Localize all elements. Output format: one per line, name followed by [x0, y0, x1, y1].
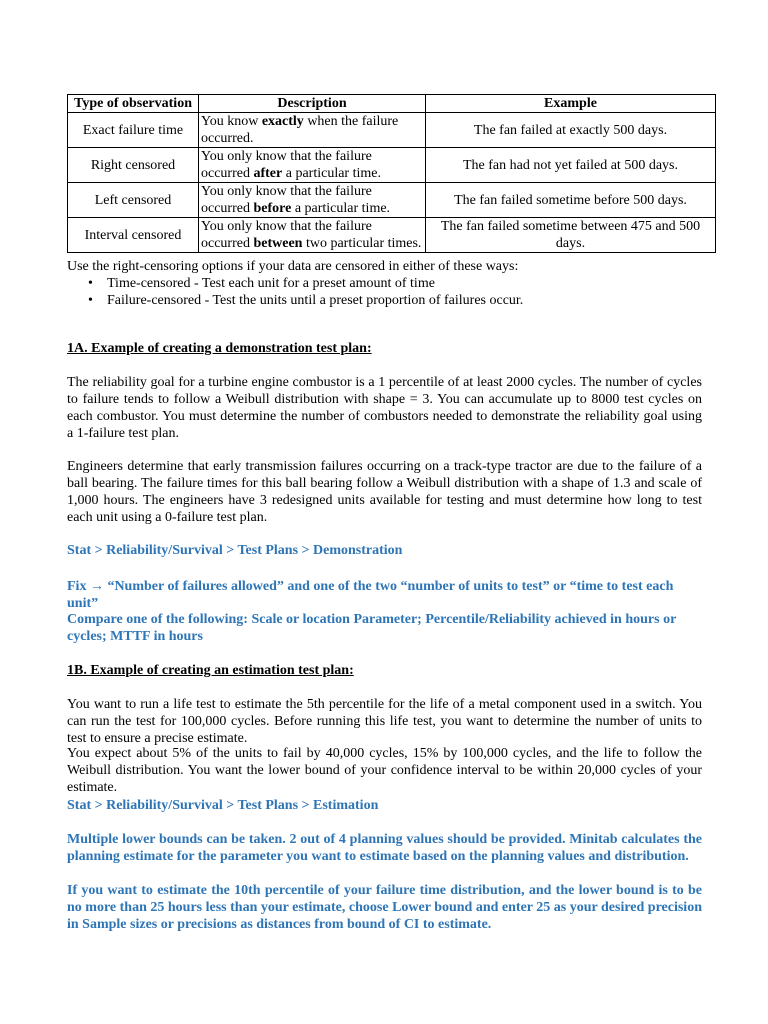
cell-type: Exact failure time [68, 113, 199, 148]
paragraph-1b-switch: You want to run a life test to estimate the 5th percentile for the life of a metal component used in a switch. You can run the test for 100,000 cycles. Before running this life test, you want to determine the number of units to test to ensure a precise estimate. [67, 697, 702, 746]
intro-text: Use the right-censoring options if your data are censored in either of these ways: [67, 259, 519, 274]
cell-example: The fan failed sometime before 500 days. [426, 183, 716, 218]
list-item: • Failure-censored - Test the units until a preset proportion of failures occur. [88, 293, 524, 308]
table-row [68, 148, 716, 183]
cell-example: The fan failed sometime between 475 and 500 days. [426, 218, 716, 253]
bullet-icon: • [88, 293, 93, 308]
lower-bounds-note: Multiple lower bounds can be taken. 2 out of 4 planning values should be provided. Minitab calculates the planning estimate for the parameter you want to estimate based on the planning values and distribution. [67, 832, 702, 864]
table-row [68, 183, 716, 218]
censoring-list [67, 275, 702, 309]
observation-table [67, 94, 716, 253]
cell-example: The fan had not yet failed at 500 days. [426, 148, 716, 183]
cell-description: You know exactly when the failure occurred. [199, 113, 426, 148]
header-example: Example [426, 95, 716, 113]
cell-description: You only know that the failure occurred after a particular time. [199, 148, 426, 183]
table-row [68, 218, 716, 253]
cell-example: The fan failed at exactly 500 days. [426, 113, 716, 148]
percentile-note: If you want to estimate the 10th percentile of your failure time distribution, and the lower bound is to be no more than 25 hours less than your estimate, choose Lower bound and enter 25 as your desired precision in Sample sizes or precisions as distances from bound of CI to estimate. [67, 883, 702, 932]
paragraph-1a-combustor: The reliability goal for a turbine engine combustor is a 1 percentile of at least 2000 cycles. The number of cycles to failure tends to follow a Weibull distribution with shape = 3. You can accumulate up to 8000 test cycles on each combustor. You must determine the number of combustors needed to demonstrate the reliability goal using a 1-failure test plan. [67, 375, 702, 441]
compare-instruction: Compare one of the following: Scale or location Parameter; Percentile/Reliability achieved in hours or cycles; MTTF in hours [67, 612, 677, 644]
header-type: Type of observation [68, 95, 199, 113]
paragraph-1b-weibull: You expect about 5% of the units to fail by 40,000 cycles, 15% by 100,000 cycles, and the life to follow the Weibull distribution. You want the lower bound of your confidence interval to be within 20,000 cycles of your estimate. [67, 746, 702, 795]
fix-instruction: Fix → “Number of failures allowed” and one of the two “number of units to test” or “time to test each unit” [67, 579, 674, 611]
header-description: Description [199, 95, 426, 113]
menu-path-demonstration: Stat > Reliability/Survival > Test Plans > Demonstration [67, 543, 403, 558]
list-item: • Time-censored - Test each unit for a preset amount of time [88, 276, 435, 291]
cell-type: Interval censored [68, 218, 199, 253]
table-header-row [68, 95, 716, 113]
paragraph-1a-bearing: Engineers determine that early transmission failures occurring on a track-type tractor are due to the failure of a ball bearing. The failure times for this ball bearing follow a Weibull distribution with a shape of 1.3 and scale of 1,000 hours. The engineers have 3 redesigned units available for testing and must determine how long to test each unit using a 0-failure test plan. [67, 459, 702, 525]
censoring-intro [67, 258, 702, 309]
menu-path-estimation: Stat > Reliability/Survival > Test Plans > Estimation [67, 798, 379, 813]
bullet-icon: • [88, 276, 93, 291]
heading-1a: 1A. Example of creating a demonstration test plan: [67, 341, 372, 356]
table-row [68, 113, 716, 148]
cell-type: Left censored [68, 183, 199, 218]
cell-description: You only know that the failure occurred before a particular time. [199, 183, 426, 218]
heading-1b: 1B. Example of creating an estimation test plan: [67, 663, 354, 678]
cell-description: You only know that the failure occurred between two particular times. [199, 218, 426, 253]
cell-type: Right censored [68, 148, 199, 183]
